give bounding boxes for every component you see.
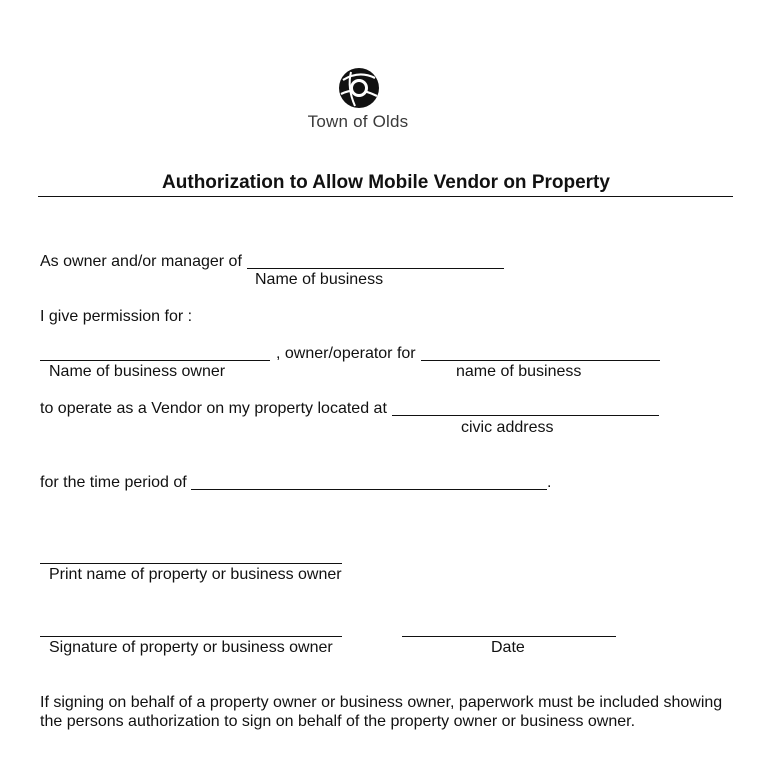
org-name: Town of Olds <box>307 112 409 131</box>
footer-note: If signing on behalf of a property owner or business owner, paperwork must be included showing the persons authorization to sign on behalf of the property owner or business owner. <box>40 694 723 730</box>
owner-operator-label: , owner/operator for <box>276 345 416 362</box>
operator-business-field[interactable] <box>421 360 660 361</box>
permission-label: I give permission for : <box>40 308 193 325</box>
print-name-caption: Print name of property or business owner <box>49 566 342 583</box>
time-period-end: . <box>547 474 552 491</box>
business-name-field[interactable] <box>247 268 504 269</box>
business-owner-field[interactable] <box>40 360 270 361</box>
form-title: Authorization to Allow Mobile Vendor on Property <box>162 172 610 193</box>
signature-field[interactable] <box>40 636 342 637</box>
print-name-field[interactable] <box>40 563 342 564</box>
business-owner-caption: Name of business owner <box>49 363 226 380</box>
manager-prefix-label: As owner and/or manager of <box>40 253 242 270</box>
signature-caption: Signature of property or business owner <box>49 639 333 656</box>
time-period-field[interactable] <box>191 489 547 490</box>
civic-address-field[interactable] <box>392 415 659 416</box>
title-underline <box>38 196 733 197</box>
business-name-caption: Name of business <box>255 271 384 288</box>
date-caption: Date <box>491 639 525 656</box>
logo <box>300 64 416 136</box>
civic-address-caption: civic address <box>461 419 554 436</box>
town-of-olds-logo-icon <box>337 66 381 110</box>
operator-business-caption: name of business <box>456 363 582 380</box>
time-period-label: for the time period of <box>40 474 187 491</box>
operate-label: to operate as a Vendor on my property located at <box>40 400 387 417</box>
date-field[interactable] <box>402 636 616 637</box>
